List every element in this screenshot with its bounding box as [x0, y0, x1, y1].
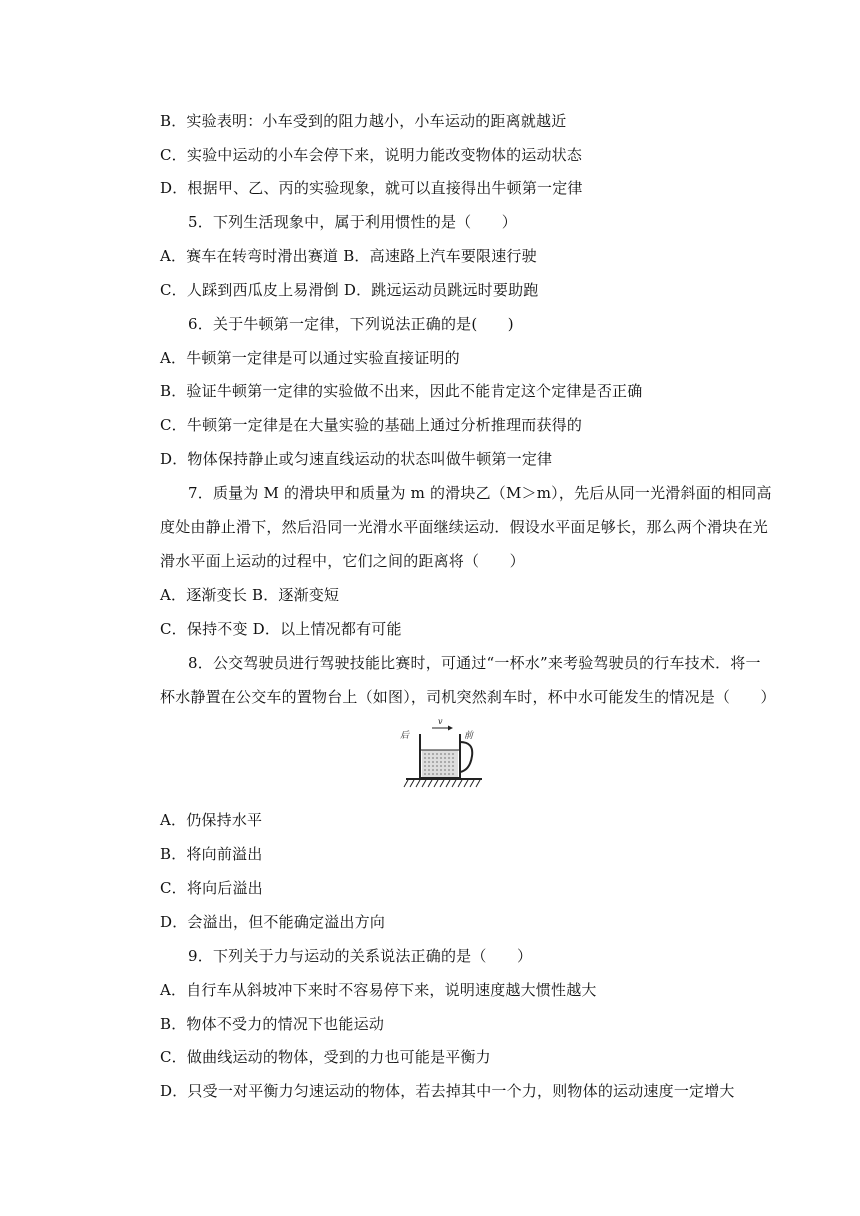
front-label: 前 [464, 731, 474, 741]
option-line: C．实验中运动的小车会停下来，说明力能改变物体的运动状态 [160, 146, 583, 164]
option-line: D．会溢出，但不能确定溢出方向 [160, 913, 386, 931]
question-7-continuation: 滑水平面上运动的过程中，它们之间的距离将（ ） [160, 552, 525, 570]
option-line: B．物体不受力的情况下也能运动 [160, 1015, 385, 1033]
option-line: A．赛车在转弯时滑出赛道 B．高速路上汽车要限速行驶 [160, 247, 537, 265]
option-line: C．人踩到西瓜皮上易滑倒 D．跳远运动员跳远时要助跑 [160, 281, 539, 299]
shelf-ground [404, 779, 482, 787]
option-line: A．牛顿第一定律是可以通过实验直接证明的 [160, 349, 460, 367]
option-line: C．做曲线运动的物体，受到的力也可能是平衡力 [160, 1048, 491, 1066]
question-8-continuation: 杯水静置在公交车的置物台上（如图），司机突然刹车时，杯中水可能发生的情况是（ ） [160, 688, 776, 706]
option-line: D．物体保持静止或匀速直线运动的状态叫做牛顿第一定律 [160, 450, 553, 468]
option-line: C．保持不变 D．以上情况都有可能 [160, 620, 402, 638]
option-line: B．将向前溢出 [160, 845, 263, 863]
option-line: A．仍保持水平 [160, 811, 263, 829]
option-line: D．只受一对平衡力匀速运动的物体，若去掉其中一个力，则物体的运动速度一定增大 [160, 1082, 735, 1100]
option-line: C．牛顿第一定律是在大量实验的基础上通过分析推理而获得的 [160, 416, 583, 434]
option-line: C．将向后溢出 [160, 879, 263, 897]
option-line: D．根据甲、乙、丙的实验现象，就可以直接得出牛顿第一定律 [160, 179, 583, 197]
option-line: B．实验表明：小车受到的阻力越小，小车运动的距离就越近 [160, 112, 567, 130]
back-label: 后 [400, 731, 410, 741]
question-9-stem: 9．下列关于力与运动的关系说法正确的是（ ） [188, 947, 533, 965]
question-5-stem: 5．下列生活现象中，属于利用惯性的是（ ） [188, 213, 517, 231]
question-8-stem: 8．公交驾驶员进行驾驶技能比赛时，可通过“一杯水”来考验驾驶员的行车技术．将一 [188, 654, 761, 672]
cup-on-shelf-figure [398, 716, 488, 790]
option-line: A．逐渐变长 B．逐渐变短 [160, 586, 340, 604]
question-6-stem: 6．关于牛顿第一定律，下列说法正确的是( ) [188, 315, 514, 333]
question-7-continuation: 度处由静止滑下，然后沿同一光滑水平面继续运动．假设水平面足够长，那么两个滑块在光 [160, 518, 769, 536]
option-line: B．验证牛顿第一定律的实验做不出来，因此不能肯定这个定律是否正确 [160, 382, 643, 400]
question-7-stem: 7．质量为 M 的滑块甲和质量为 m 的滑块乙（M＞m），先后从同一光滑斜面的相同高 [188, 484, 772, 502]
velocity-label: v [438, 717, 443, 726]
option-line: A．自行车从斜坡冲下来时不容易停下来，说明速度越大惯性越大 [160, 981, 597, 999]
velocity-arrow [432, 726, 453, 731]
